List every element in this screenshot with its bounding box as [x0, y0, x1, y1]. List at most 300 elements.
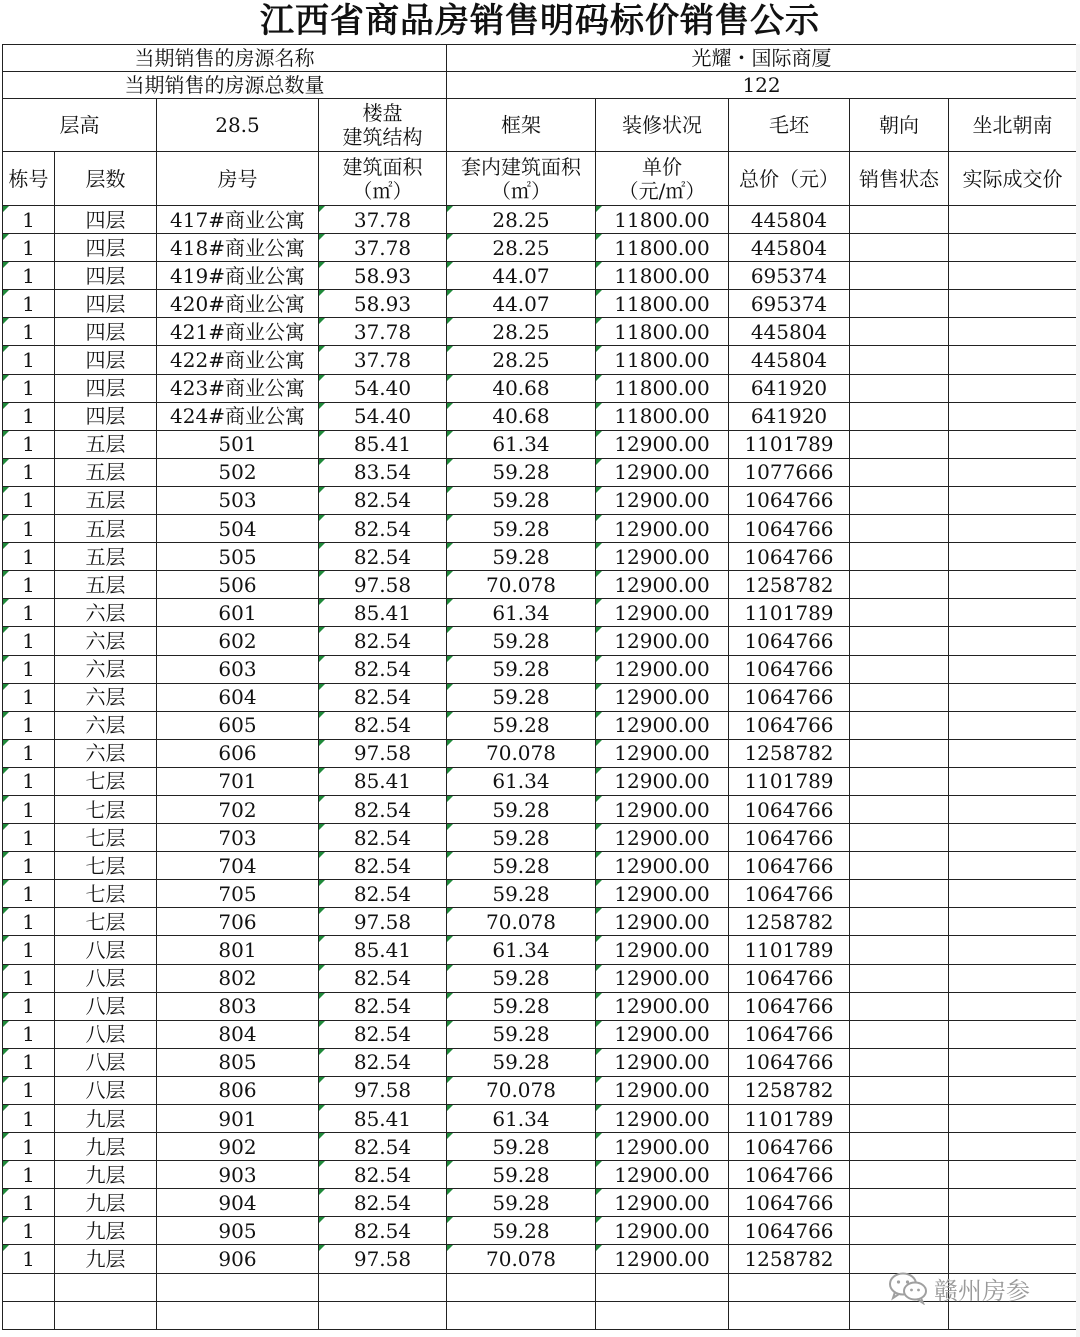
cell-floor[interactable]: 四层 — [55, 402, 157, 430]
cell-floor[interactable]: 七层 — [55, 824, 157, 852]
blank-cell[interactable] — [157, 1273, 319, 1301]
cell-building[interactable]: 1 — [3, 543, 55, 571]
cell-actual-price[interactable] — [949, 486, 1077, 514]
cell-area[interactable]: 54.40 — [319, 402, 447, 430]
cell-sale-status[interactable] — [850, 880, 949, 908]
cell-inner-area[interactable]: 40.68 — [447, 374, 596, 402]
cell-area[interactable]: 37.78 — [319, 346, 447, 374]
cell-floor[interactable]: 六层 — [55, 655, 157, 683]
cell-inner-area[interactable]: 61.34 — [447, 1105, 596, 1133]
cell-inner-area[interactable]: 28.25 — [447, 234, 596, 262]
cell-inner-area[interactable]: 70.078 — [447, 571, 596, 599]
cell-area[interactable]: 82.54 — [319, 683, 447, 711]
cell-inner-area[interactable]: 59.28 — [447, 543, 596, 571]
cell-total-price[interactable]: 445804 — [729, 318, 850, 346]
cell-room[interactable]: 706 — [157, 908, 319, 936]
cell-building[interactable]: 1 — [3, 346, 55, 374]
cell-area[interactable]: 97.58 — [319, 739, 447, 767]
cell-sale-status[interactable] — [850, 964, 949, 992]
cell-unit-price[interactable]: 12900.00 — [596, 515, 729, 543]
cell-sale-status[interactable] — [850, 318, 949, 346]
cell-unit-price[interactable]: 12900.00 — [596, 571, 729, 599]
cell-total-price[interactable]: 1064766 — [729, 795, 850, 823]
floor-height-value[interactable]: 28.5 — [157, 99, 319, 152]
cell-actual-price[interactable] — [949, 1189, 1077, 1217]
cell-sale-status[interactable] — [850, 374, 949, 402]
cell-area[interactable]: 82.54 — [319, 515, 447, 543]
cell-inner-area[interactable]: 59.28 — [447, 683, 596, 711]
cell-area[interactable]: 82.54 — [319, 1161, 447, 1189]
orientation-value[interactable]: 坐北朝南 — [949, 99, 1077, 152]
cell-inner-area[interactable]: 59.28 — [447, 1217, 596, 1245]
cell-total-price[interactable]: 1064766 — [729, 992, 850, 1020]
cell-room[interactable]: 601 — [157, 599, 319, 627]
cell-inner-area[interactable]: 59.28 — [447, 1161, 596, 1189]
cell-sale-status[interactable] — [850, 430, 949, 458]
cell-floor[interactable]: 四层 — [55, 374, 157, 402]
cell-actual-price[interactable] — [949, 374, 1077, 402]
cell-room[interactable]: 603 — [157, 655, 319, 683]
cell-floor[interactable]: 四层 — [55, 346, 157, 374]
cell-unit-price[interactable]: 12900.00 — [596, 430, 729, 458]
cell-room[interactable]: 504 — [157, 515, 319, 543]
cell-room[interactable]: 803 — [157, 992, 319, 1020]
cell-actual-price[interactable] — [949, 1105, 1077, 1133]
cell-area[interactable]: 82.54 — [319, 824, 447, 852]
cell-area[interactable]: 82.54 — [319, 880, 447, 908]
cell-actual-price[interactable] — [949, 262, 1077, 290]
cell-actual-price[interactable] — [949, 739, 1077, 767]
cell-total-price[interactable]: 695374 — [729, 262, 850, 290]
cell-floor[interactable]: 六层 — [55, 711, 157, 739]
cell-room[interactable]: 422#商业公寓 — [157, 346, 319, 374]
cell-room[interactable]: 705 — [157, 880, 319, 908]
cell-total-price[interactable]: 1064766 — [729, 486, 850, 514]
cell-unit-price[interactable]: 12900.00 — [596, 936, 729, 964]
project-name-value[interactable]: 光耀・国际商厦 — [447, 45, 1077, 72]
unit-count-value[interactable]: 122 — [447, 72, 1077, 99]
cell-building[interactable]: 1 — [3, 824, 55, 852]
cell-building[interactable]: 1 — [3, 1245, 55, 1273]
cell-area[interactable]: 37.78 — [319, 206, 447, 234]
cell-building[interactable]: 1 — [3, 374, 55, 402]
cell-unit-price[interactable]: 12900.00 — [596, 711, 729, 739]
cell-floor[interactable]: 五层 — [55, 543, 157, 571]
cell-unit-price[interactable]: 11800.00 — [596, 318, 729, 346]
cell-floor[interactable]: 九层 — [55, 1161, 157, 1189]
cell-total-price[interactable]: 1258782 — [729, 571, 850, 599]
cell-inner-area[interactable]: 28.25 — [447, 206, 596, 234]
cell-unit-price[interactable]: 12900.00 — [596, 739, 729, 767]
cell-inner-area[interactable]: 61.34 — [447, 936, 596, 964]
cell-building[interactable]: 1 — [3, 655, 55, 683]
cell-room[interactable]: 419#商业公寓 — [157, 262, 319, 290]
cell-floor[interactable]: 五层 — [55, 571, 157, 599]
cell-floor[interactable]: 六层 — [55, 599, 157, 627]
cell-inner-area[interactable]: 59.28 — [447, 515, 596, 543]
cell-area[interactable]: 58.93 — [319, 290, 447, 318]
cell-actual-price[interactable] — [949, 599, 1077, 627]
cell-unit-price[interactable]: 12900.00 — [596, 1217, 729, 1245]
cell-total-price[interactable]: 1064766 — [729, 543, 850, 571]
cell-total-price[interactable]: 1077666 — [729, 458, 850, 486]
cell-floor[interactable]: 五层 — [55, 486, 157, 514]
cell-total-price[interactable]: 1064766 — [729, 824, 850, 852]
cell-room[interactable]: 902 — [157, 1133, 319, 1161]
cell-area[interactable]: 37.78 — [319, 234, 447, 262]
cell-room[interactable]: 701 — [157, 767, 319, 795]
cell-floor[interactable]: 五层 — [55, 458, 157, 486]
cell-inner-area[interactable]: 59.28 — [447, 1020, 596, 1048]
cell-floor[interactable]: 六层 — [55, 683, 157, 711]
cell-total-price[interactable]: 1064766 — [729, 964, 850, 992]
cell-unit-price[interactable]: 12900.00 — [596, 543, 729, 571]
cell-floor[interactable]: 七层 — [55, 880, 157, 908]
cell-area[interactable]: 82.54 — [319, 1217, 447, 1245]
cell-unit-price[interactable]: 12900.00 — [596, 1161, 729, 1189]
cell-total-price[interactable]: 641920 — [729, 374, 850, 402]
cell-building[interactable]: 1 — [3, 599, 55, 627]
cell-building[interactable]: 1 — [3, 880, 55, 908]
cell-room[interactable]: 503 — [157, 486, 319, 514]
cell-actual-price[interactable] — [949, 402, 1077, 430]
cell-unit-price[interactable]: 11800.00 — [596, 374, 729, 402]
cell-building[interactable]: 1 — [3, 795, 55, 823]
cell-building[interactable]: 1 — [3, 1048, 55, 1076]
cell-inner-area[interactable]: 61.34 — [447, 599, 596, 627]
cell-total-price[interactable]: 1258782 — [729, 739, 850, 767]
cell-building[interactable]: 1 — [3, 486, 55, 514]
cell-inner-area[interactable]: 59.28 — [447, 1189, 596, 1217]
blank-cell[interactable] — [447, 1273, 596, 1301]
cell-total-price[interactable]: 445804 — [729, 346, 850, 374]
cell-actual-price[interactable] — [949, 767, 1077, 795]
cell-floor[interactable]: 四层 — [55, 318, 157, 346]
cell-inner-area[interactable]: 59.28 — [447, 1133, 596, 1161]
cell-area[interactable]: 83.54 — [319, 458, 447, 486]
cell-actual-price[interactable] — [949, 964, 1077, 992]
cell-actual-price[interactable] — [949, 571, 1077, 599]
cell-floor[interactable]: 五层 — [55, 515, 157, 543]
cell-area[interactable]: 85.41 — [319, 936, 447, 964]
cell-sale-status[interactable] — [850, 767, 949, 795]
cell-total-price[interactable]: 1101789 — [729, 767, 850, 795]
blank-cell[interactable] — [729, 1301, 850, 1329]
cell-area[interactable]: 82.54 — [319, 1048, 447, 1076]
cell-actual-price[interactable] — [949, 824, 1077, 852]
cell-building[interactable]: 1 — [3, 1020, 55, 1048]
cell-area[interactable]: 82.54 — [319, 711, 447, 739]
cell-unit-price[interactable]: 12900.00 — [596, 1245, 729, 1273]
cell-inner-area[interactable]: 70.078 — [447, 739, 596, 767]
cell-sale-status[interactable] — [850, 992, 949, 1020]
cell-building[interactable]: 1 — [3, 318, 55, 346]
cell-inner-area[interactable]: 70.078 — [447, 1076, 596, 1104]
cell-inner-area[interactable]: 59.28 — [447, 795, 596, 823]
cell-unit-price[interactable]: 12900.00 — [596, 627, 729, 655]
cell-unit-price[interactable]: 12900.00 — [596, 795, 729, 823]
cell-floor[interactable]: 九层 — [55, 1133, 157, 1161]
cell-actual-price[interactable] — [949, 318, 1077, 346]
cell-actual-price[interactable] — [949, 852, 1077, 880]
cell-actual-price[interactable] — [949, 1020, 1077, 1048]
cell-room[interactable]: 704 — [157, 852, 319, 880]
cell-unit-price[interactable]: 11800.00 — [596, 402, 729, 430]
cell-room[interactable]: 906 — [157, 1245, 319, 1273]
cell-actual-price[interactable] — [949, 1161, 1077, 1189]
cell-floor[interactable]: 七层 — [55, 767, 157, 795]
cell-room[interactable]: 505 — [157, 543, 319, 571]
cell-sale-status[interactable] — [850, 458, 949, 486]
cell-floor[interactable]: 七层 — [55, 908, 157, 936]
cell-unit-price[interactable]: 11800.00 — [596, 262, 729, 290]
cell-building[interactable]: 1 — [3, 767, 55, 795]
blank-cell[interactable] — [55, 1273, 157, 1301]
cell-room[interactable]: 424#商业公寓 — [157, 402, 319, 430]
cell-inner-area[interactable]: 28.25 — [447, 346, 596, 374]
cell-building[interactable]: 1 — [3, 1161, 55, 1189]
cell-inner-area[interactable]: 59.28 — [447, 627, 596, 655]
cell-building[interactable]: 1 — [3, 739, 55, 767]
cell-inner-area[interactable]: 59.28 — [447, 711, 596, 739]
cell-actual-price[interactable] — [949, 992, 1077, 1020]
cell-area[interactable]: 58.93 — [319, 262, 447, 290]
cell-floor[interactable]: 九层 — [55, 1217, 157, 1245]
blank-cell[interactable] — [596, 1273, 729, 1301]
cell-unit-price[interactable]: 12900.00 — [596, 1048, 729, 1076]
cell-inner-area[interactable]: 59.28 — [447, 964, 596, 992]
cell-area[interactable]: 82.54 — [319, 992, 447, 1020]
cell-actual-price[interactable] — [949, 683, 1077, 711]
cell-unit-price[interactable]: 12900.00 — [596, 486, 729, 514]
cell-unit-price[interactable]: 12900.00 — [596, 908, 729, 936]
cell-area[interactable]: 82.54 — [319, 486, 447, 514]
cell-total-price[interactable]: 1064766 — [729, 711, 850, 739]
cell-building[interactable]: 1 — [3, 571, 55, 599]
cell-sale-status[interactable] — [850, 936, 949, 964]
cell-area[interactable]: 97.58 — [319, 908, 447, 936]
cell-room[interactable]: 903 — [157, 1161, 319, 1189]
cell-actual-price[interactable] — [949, 430, 1077, 458]
cell-building[interactable]: 1 — [3, 627, 55, 655]
cell-total-price[interactable]: 1101789 — [729, 1105, 850, 1133]
cell-sale-status[interactable] — [850, 739, 949, 767]
cell-building[interactable]: 1 — [3, 262, 55, 290]
cell-room[interactable]: 418#商业公寓 — [157, 234, 319, 262]
cell-actual-price[interactable] — [949, 543, 1077, 571]
cell-total-price[interactable]: 1064766 — [729, 880, 850, 908]
cell-unit-price[interactable]: 11800.00 — [596, 206, 729, 234]
cell-total-price[interactable]: 1064766 — [729, 515, 850, 543]
cell-unit-price[interactable]: 12900.00 — [596, 1133, 729, 1161]
cell-inner-area[interactable]: 44.07 — [447, 262, 596, 290]
cell-total-price[interactable]: 445804 — [729, 206, 850, 234]
cell-unit-price[interactable]: 12900.00 — [596, 880, 729, 908]
cell-actual-price[interactable] — [949, 515, 1077, 543]
blank-cell[interactable] — [3, 1273, 55, 1301]
cell-room[interactable]: 905 — [157, 1217, 319, 1245]
cell-sale-status[interactable] — [850, 852, 949, 880]
cell-area[interactable]: 82.54 — [319, 1133, 447, 1161]
cell-total-price[interactable]: 445804 — [729, 234, 850, 262]
cell-room[interactable]: 605 — [157, 711, 319, 739]
cell-actual-price[interactable] — [949, 795, 1077, 823]
cell-room[interactable]: 501 — [157, 430, 319, 458]
cell-total-price[interactable]: 1101789 — [729, 430, 850, 458]
cell-room[interactable]: 901 — [157, 1105, 319, 1133]
cell-room[interactable]: 604 — [157, 683, 319, 711]
cell-floor[interactable]: 八层 — [55, 964, 157, 992]
cell-unit-price[interactable]: 12900.00 — [596, 852, 729, 880]
cell-inner-area[interactable]: 59.28 — [447, 486, 596, 514]
cell-sale-status[interactable] — [850, 262, 949, 290]
cell-room[interactable]: 806 — [157, 1076, 319, 1104]
cell-sale-status[interactable] — [850, 1020, 949, 1048]
cell-area[interactable]: 82.54 — [319, 655, 447, 683]
cell-actual-price[interactable] — [949, 1133, 1077, 1161]
cell-sale-status[interactable] — [850, 1189, 949, 1217]
cell-sale-status[interactable] — [850, 234, 949, 262]
cell-room[interactable]: 702 — [157, 795, 319, 823]
blank-cell[interactable] — [447, 1301, 596, 1329]
cell-unit-price[interactable]: 12900.00 — [596, 599, 729, 627]
cell-building[interactable]: 1 — [3, 852, 55, 880]
cell-actual-price[interactable] — [949, 627, 1077, 655]
cell-room[interactable]: 502 — [157, 458, 319, 486]
cell-floor[interactable]: 六层 — [55, 739, 157, 767]
cell-building[interactable]: 1 — [3, 458, 55, 486]
cell-building[interactable]: 1 — [3, 206, 55, 234]
cell-area[interactable]: 97.58 — [319, 1245, 447, 1273]
cell-unit-price[interactable]: 12900.00 — [596, 683, 729, 711]
cell-sale-status[interactable] — [850, 206, 949, 234]
cell-total-price[interactable]: 1064766 — [729, 1189, 850, 1217]
cell-actual-price[interactable] — [949, 1217, 1077, 1245]
cell-area[interactable]: 82.54 — [319, 1189, 447, 1217]
cell-area[interactable]: 85.41 — [319, 599, 447, 627]
cell-area[interactable]: 37.78 — [319, 318, 447, 346]
blank-cell[interactable] — [729, 1273, 850, 1301]
cell-unit-price[interactable]: 12900.00 — [596, 964, 729, 992]
cell-floor[interactable]: 八层 — [55, 992, 157, 1020]
cell-building[interactable]: 1 — [3, 290, 55, 318]
cell-unit-price[interactable]: 12900.00 — [596, 992, 729, 1020]
cell-floor[interactable]: 九层 — [55, 1189, 157, 1217]
cell-area[interactable]: 85.41 — [319, 767, 447, 795]
cell-total-price[interactable]: 1064766 — [729, 1161, 850, 1189]
cell-area[interactable]: 97.58 — [319, 1076, 447, 1104]
cell-sale-status[interactable] — [850, 543, 949, 571]
cell-room[interactable]: 602 — [157, 627, 319, 655]
cell-room[interactable]: 506 — [157, 571, 319, 599]
cell-sale-status[interactable] — [850, 290, 949, 318]
cell-total-price[interactable]: 1258782 — [729, 1245, 850, 1273]
cell-total-price[interactable]: 1064766 — [729, 1048, 850, 1076]
cell-unit-price[interactable]: 12900.00 — [596, 767, 729, 795]
cell-room[interactable]: 421#商业公寓 — [157, 318, 319, 346]
cell-unit-price[interactable]: 12900.00 — [596, 1105, 729, 1133]
blank-cell[interactable] — [157, 1301, 319, 1329]
cell-inner-area[interactable]: 44.07 — [447, 290, 596, 318]
cell-floor[interactable]: 八层 — [55, 1076, 157, 1104]
cell-unit-price[interactable]: 12900.00 — [596, 655, 729, 683]
cell-sale-status[interactable] — [850, 683, 949, 711]
cell-building[interactable]: 1 — [3, 683, 55, 711]
cell-inner-area[interactable]: 59.28 — [447, 824, 596, 852]
cell-sale-status[interactable] — [850, 1161, 949, 1189]
cell-unit-price[interactable]: 12900.00 — [596, 458, 729, 486]
cell-total-price[interactable]: 1064766 — [729, 1020, 850, 1048]
cell-building[interactable]: 1 — [3, 964, 55, 992]
cell-building[interactable]: 1 — [3, 430, 55, 458]
cell-inner-area[interactable]: 59.28 — [447, 880, 596, 908]
cell-sale-status[interactable] — [850, 346, 949, 374]
cell-area[interactable]: 82.54 — [319, 1020, 447, 1048]
cell-room[interactable]: 420#商业公寓 — [157, 290, 319, 318]
cell-building[interactable]: 1 — [3, 1076, 55, 1104]
blank-cell[interactable] — [319, 1301, 447, 1329]
cell-room[interactable]: 805 — [157, 1048, 319, 1076]
cell-room[interactable]: 417#商业公寓 — [157, 206, 319, 234]
cell-unit-price[interactable]: 11800.00 — [596, 346, 729, 374]
cell-actual-price[interactable] — [949, 1048, 1077, 1076]
cell-sale-status[interactable] — [850, 1076, 949, 1104]
cell-room[interactable]: 703 — [157, 824, 319, 852]
cell-sale-status[interactable] — [850, 515, 949, 543]
cell-inner-area[interactable]: 40.68 — [447, 402, 596, 430]
cell-total-price[interactable]: 1064766 — [729, 627, 850, 655]
cell-inner-area[interactable]: 59.28 — [447, 992, 596, 1020]
cell-sale-status[interactable] — [850, 1133, 949, 1161]
structure-value[interactable]: 框架 — [447, 99, 596, 152]
cell-unit-price[interactable]: 12900.00 — [596, 1076, 729, 1104]
cell-total-price[interactable]: 1064766 — [729, 655, 850, 683]
cell-actual-price[interactable] — [949, 655, 1077, 683]
cell-sale-status[interactable] — [850, 402, 949, 430]
cell-floor[interactable]: 七层 — [55, 852, 157, 880]
cell-inner-area[interactable]: 59.28 — [447, 458, 596, 486]
cell-floor[interactable]: 四层 — [55, 290, 157, 318]
cell-sale-status[interactable] — [850, 486, 949, 514]
cell-floor[interactable]: 四层 — [55, 206, 157, 234]
cell-unit-price[interactable]: 11800.00 — [596, 234, 729, 262]
cell-unit-price[interactable]: 12900.00 — [596, 1189, 729, 1217]
cell-area[interactable]: 97.58 — [319, 571, 447, 599]
cell-building[interactable]: 1 — [3, 1217, 55, 1245]
cell-room[interactable]: 804 — [157, 1020, 319, 1048]
cell-building[interactable]: 1 — [3, 1105, 55, 1133]
cell-area[interactable]: 85.41 — [319, 1105, 447, 1133]
cell-actual-price[interactable] — [949, 936, 1077, 964]
blank-cell[interactable] — [319, 1273, 447, 1301]
cell-actual-price[interactable] — [949, 711, 1077, 739]
cell-floor[interactable]: 四层 — [55, 234, 157, 262]
cell-inner-area[interactable]: 70.078 — [447, 908, 596, 936]
cell-inner-area[interactable]: 59.28 — [447, 655, 596, 683]
cell-area[interactable]: 82.54 — [319, 964, 447, 992]
cell-area[interactable]: 54.40 — [319, 374, 447, 402]
cell-room[interactable]: 802 — [157, 964, 319, 992]
cell-building[interactable]: 1 — [3, 992, 55, 1020]
cell-inner-area[interactable]: 59.28 — [447, 1048, 596, 1076]
cell-actual-price[interactable] — [949, 346, 1077, 374]
cell-sale-status[interactable] — [850, 599, 949, 627]
cell-floor[interactable]: 六层 — [55, 627, 157, 655]
cell-area[interactable]: 82.54 — [319, 852, 447, 880]
cell-room[interactable]: 904 — [157, 1189, 319, 1217]
cell-inner-area[interactable]: 61.34 — [447, 767, 596, 795]
cell-area[interactable]: 82.54 — [319, 795, 447, 823]
